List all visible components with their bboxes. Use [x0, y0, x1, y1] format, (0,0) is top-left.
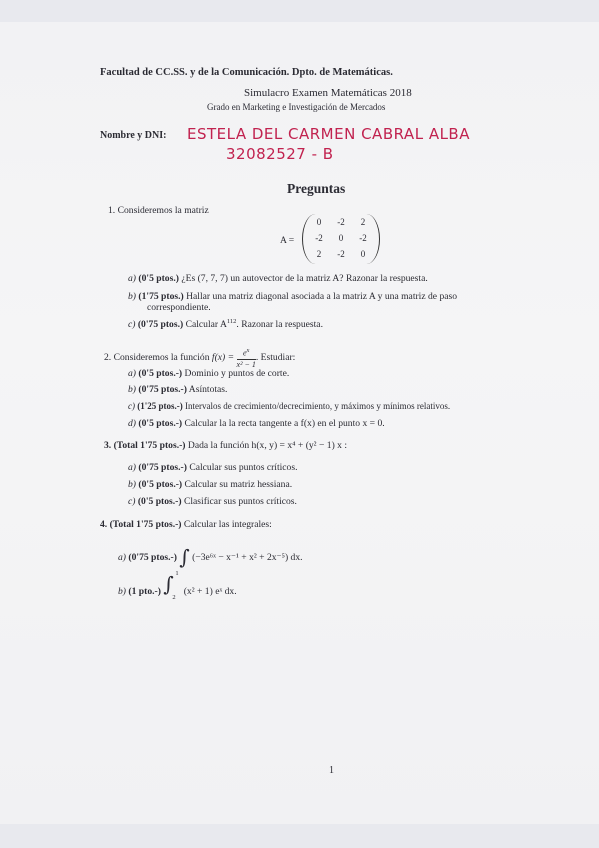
exam-title: Simulacro Examen Matemáticas 2018: [244, 87, 412, 99]
question-3-intro: [104, 440, 347, 451]
item-text: Clasificar sus puntos críticos.: [183, 496, 297, 507]
question-points: (Total 1'75 ptos.-): [109, 519, 182, 530]
student-dni-handwritten: 32082527 - B: [226, 145, 334, 163]
item-label: b): [128, 479, 136, 490]
question-1b-continued: correspondiente.: [147, 302, 211, 313]
item-text: . Razonar la respuesta.: [236, 319, 323, 331]
degree-subtitle: Grado en Marketing e Investigación de Mercados: [207, 102, 386, 112]
question-4b: [118, 570, 237, 601]
matrix-a: [302, 214, 380, 264]
item-label: c): [128, 401, 135, 411]
question-4a: [118, 541, 303, 569]
item-label: b): [128, 384, 136, 395]
question-1a: [128, 273, 428, 284]
item-points: (0'75 ptos.): [137, 319, 184, 331]
item-label: d): [128, 418, 136, 429]
question-points: (Total 1'75 ptos.-): [113, 440, 186, 451]
item-points: (0'75 ptos.-): [138, 462, 187, 473]
question-2c: [128, 401, 450, 411]
fraction-denominator: x² − 1: [236, 359, 256, 369]
matrix-cell: -2: [337, 217, 345, 227]
matrix-cell: 0: [360, 249, 366, 259]
matrix-cell: 2: [360, 217, 366, 227]
item-text: Calcular su matriz hessiana.: [184, 479, 293, 490]
question-3a: [128, 462, 298, 473]
exponent: 112: [226, 318, 237, 325]
item-points: (1'25 ptos.-): [137, 401, 183, 411]
question-number: 4.: [100, 519, 108, 530]
section-title: Preguntas: [287, 181, 346, 196]
lower-limit: 2: [172, 594, 176, 601]
fraction-numerator: [237, 346, 256, 360]
question-text: 2. Consideremos la función: [104, 352, 210, 364]
item-points: (0'5 ptos.-): [138, 418, 183, 429]
question-text: Dada la función h(x, y) = x⁴ + (y² − 1) x :: [187, 440, 348, 451]
faculty-header: Facultad de CC.SS. y de la Comunicación. Dpto. de Matemáticas.: [100, 67, 393, 78]
matrix-cell: -2: [315, 233, 323, 243]
name-dni-label: Nombre y DNI:: [100, 130, 167, 141]
item-text: ¿Es (7, 7, 7) un autovector de la matriz A? Razonar la respuesta.: [181, 273, 428, 284]
item-points: (0'5 ptos.-): [137, 496, 182, 507]
question-4-intro: [100, 519, 272, 530]
matrix-cell: 2: [316, 249, 322, 259]
question-2d: [128, 418, 385, 429]
question-text: Calcular las integrales:: [183, 519, 272, 530]
integral-sign: ∫: [163, 572, 174, 596]
integral-sign: ∫: [179, 545, 190, 569]
item-text: Intervalos de crecimiento/decrecimiento, y máximos y mínimos relativos.: [185, 401, 451, 411]
item-label: c): [128, 496, 136, 507]
item-text: Dominio y puntos de corte.: [184, 368, 290, 379]
question-number: 3.: [104, 440, 112, 451]
item-points: (1 pto.-): [128, 586, 161, 597]
item-points: (0'75 ptos.-): [138, 384, 187, 395]
item-points: (0'5 ptos.-): [138, 368, 183, 379]
upper-limit: 1: [175, 570, 179, 577]
item-points: (0'5 ptos.-): [138, 479, 183, 490]
item-label: a): [128, 368, 136, 379]
num-base: e: [242, 348, 247, 358]
matrix-label: A =: [280, 235, 295, 246]
question-3b: [128, 479, 292, 490]
item-text: Hallar una matriz diagonal asociada a la matriz A y una matriz de paso: [186, 291, 458, 302]
num-exp: x: [246, 347, 250, 354]
item-text: Calcular la la recta tangente a f(x) en el punto x = 0.: [184, 418, 385, 429]
item-text: Asíntotas.: [188, 384, 228, 395]
integral-expression: (−3e⁶ˣ − x⁻¹ + x² + 2x⁻⁵) dx.: [192, 552, 303, 563]
item-label: c): [128, 319, 136, 331]
question-3c: [128, 496, 297, 507]
question-text: . Estudiar:: [255, 352, 296, 364]
matrix-cell: -2: [359, 233, 367, 243]
matrix-cell: 0: [338, 233, 344, 243]
page-number: 1: [329, 765, 334, 776]
item-label: b): [128, 291, 136, 302]
fraction: [237, 346, 256, 370]
question-1c: [128, 318, 323, 330]
function-name: f(x) =: [211, 352, 235, 364]
question-1b: [128, 291, 457, 302]
definite-integral: [163, 570, 181, 601]
item-points: (1'75 ptos.): [138, 291, 184, 302]
item-label: a): [128, 462, 136, 473]
question-2b: [128, 384, 227, 395]
matrix-cell: 0: [316, 217, 322, 227]
question-1-intro: 1. Consideremos la matriz: [108, 205, 209, 216]
matrix-cell: -2: [337, 249, 345, 259]
item-points: (0'5 ptos.): [138, 273, 179, 284]
question-2-intro: [104, 346, 295, 370]
item-points: (0'75 ptos.-): [128, 552, 177, 563]
student-name-handwritten: ESTELA DEL CARMEN CABRAL ALBA: [187, 125, 470, 143]
integral-expression: (x² + 1) eˣ dx.: [183, 586, 237, 597]
item-text: Calcular sus puntos críticos.: [189, 462, 298, 473]
question-2a: [128, 368, 289, 379]
item-text: Calcular A: [185, 319, 227, 331]
item-label: a): [128, 273, 136, 284]
item-label: b): [118, 586, 126, 597]
item-label: a): [118, 552, 126, 563]
